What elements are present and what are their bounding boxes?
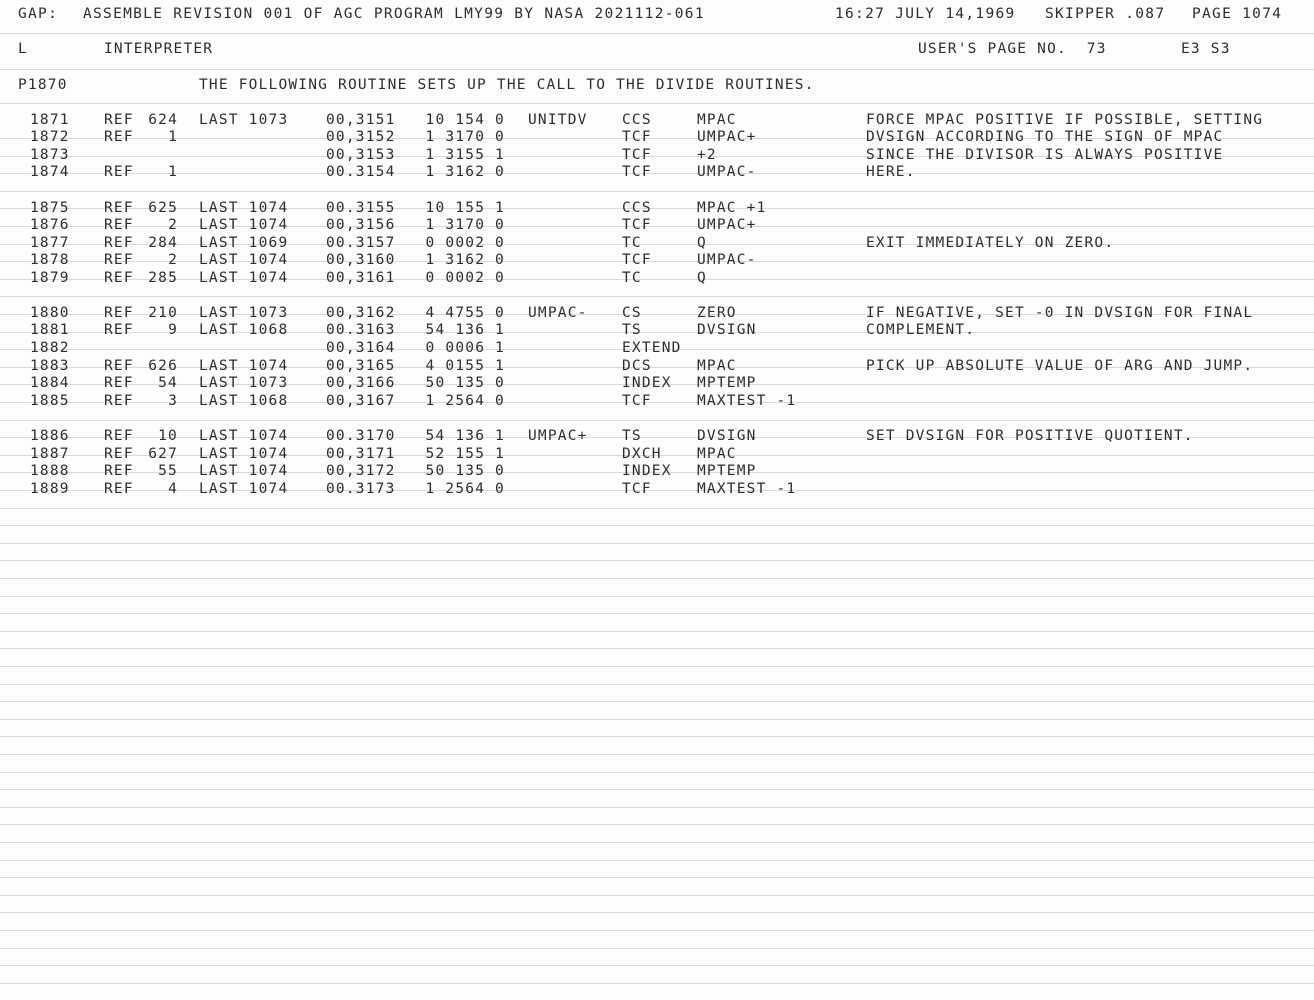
ref-number: 9 xyxy=(168,322,178,338)
line-number: 1878 xyxy=(30,252,70,268)
paper-rule xyxy=(0,666,1314,667)
octal-code: 54 136 1 xyxy=(425,322,505,338)
address: 00,3164 xyxy=(326,340,396,356)
address: 00,3165 xyxy=(326,358,396,374)
last-page: LAST 1074 xyxy=(199,358,289,374)
comment: HERE. xyxy=(866,164,916,180)
opcode: EXTEND xyxy=(622,340,682,356)
octal-code: 52 155 1 xyxy=(425,446,505,462)
paper-rule xyxy=(0,244,1314,245)
operand: UMPAC+ xyxy=(697,217,757,233)
comment: DVSIGN ACCORDING TO THE SIGN OF MPAC xyxy=(866,129,1224,145)
ref-label: REF xyxy=(104,112,134,128)
symbol-label: UNITDV xyxy=(528,112,588,128)
intro-comment: THE FOLLOWING ROUTINE SETS UP THE CALL TO THE DIVIDE ROUTINES. xyxy=(199,77,815,93)
address: 00,3161 xyxy=(326,270,396,286)
ref-number: 3 xyxy=(168,393,178,409)
ref-number: 2 xyxy=(168,252,178,268)
last-page: LAST 1074 xyxy=(199,463,289,479)
octal-code: 0 0006 1 xyxy=(425,340,505,356)
gap-label: GAP: xyxy=(18,6,59,22)
header-page-number: PAGE 1074 xyxy=(1192,6,1283,22)
assemble-title: ASSEMBLE REVISION 001 OF AGC PROGRAM LMY99 BY NASA 2021112-061 xyxy=(83,6,705,22)
paper-rule xyxy=(0,772,1314,773)
comment: EXIT IMMEDIATELY ON ZERO. xyxy=(866,235,1115,251)
line-number: 1888 xyxy=(30,463,70,479)
paper-rule xyxy=(0,754,1314,755)
opcode: TCF xyxy=(622,252,652,268)
ref-number: 1 xyxy=(168,129,178,145)
ref-label: REF xyxy=(104,164,134,180)
ref-label: REF xyxy=(104,446,134,462)
ref-number: 1 xyxy=(168,164,178,180)
operand: MAXTEST -1 xyxy=(697,481,797,497)
paper-rule xyxy=(0,332,1314,333)
paper-rule xyxy=(0,912,1314,913)
header-datetime: 16:27 JULY 14,1969 xyxy=(835,6,1016,22)
ref-number: 2 xyxy=(168,217,178,233)
paper-rule xyxy=(0,103,1314,104)
paper-rule xyxy=(0,578,1314,579)
paper-rule xyxy=(0,208,1314,209)
paper-rule xyxy=(0,296,1314,297)
line-number: 1877 xyxy=(30,235,70,251)
opcode: TCF xyxy=(622,164,652,180)
ref-label: REF xyxy=(104,375,134,391)
ref-number: 210 xyxy=(148,305,178,321)
opcode: TCF xyxy=(622,393,652,409)
last-page: LAST 1068 xyxy=(199,322,289,338)
address: 00.3157 xyxy=(326,235,396,251)
address: 00.3173 xyxy=(326,481,396,497)
octal-code: 4 0155 1 xyxy=(425,358,505,374)
address: 00.3170 xyxy=(326,428,396,444)
last-page: LAST 1068 xyxy=(199,393,289,409)
ref-number: 625 xyxy=(148,200,178,216)
ref-number: 10 xyxy=(158,428,178,444)
paper-rule xyxy=(0,402,1314,403)
paper-rule xyxy=(0,930,1314,931)
paper-rule xyxy=(0,807,1314,808)
octal-code: 50 135 0 xyxy=(425,463,505,479)
paper-rule xyxy=(0,965,1314,966)
octal-code: 1 3170 0 xyxy=(425,129,505,145)
comment: SET DVSIGN FOR POSITIVE QUOTIENT. xyxy=(866,428,1194,444)
ref-label: REF xyxy=(104,217,134,233)
comment: SINCE THE DIVISOR IS ALWAYS POSITIVE xyxy=(866,147,1224,163)
paper-rule xyxy=(0,824,1314,825)
paper-rule xyxy=(0,33,1314,34)
octal-code: 0 0002 0 xyxy=(425,235,505,251)
opcode: INDEX xyxy=(622,375,672,391)
octal-code: 10 155 1 xyxy=(425,200,505,216)
last-page: LAST 1074 xyxy=(199,428,289,444)
line-number: 1880 xyxy=(30,305,70,321)
paper-rule xyxy=(0,684,1314,685)
address: 00.3154 xyxy=(326,164,396,180)
header-skipper: SKIPPER .087 xyxy=(1045,6,1166,22)
last-page: LAST 1074 xyxy=(199,446,289,462)
ref-number: 627 xyxy=(148,446,178,462)
ref-label: REF xyxy=(104,270,134,286)
ref-number: 285 xyxy=(148,270,178,286)
paper-rule xyxy=(0,948,1314,949)
paper-rule xyxy=(0,226,1314,227)
operand: UMPAC- xyxy=(697,164,757,180)
address: 00,3151 xyxy=(326,112,396,128)
ref-number: 54 xyxy=(158,375,178,391)
paper-rule xyxy=(0,631,1314,632)
address: 00,3153 xyxy=(326,147,396,163)
address: 00.3155 xyxy=(326,200,396,216)
last-page: LAST 1074 xyxy=(199,200,289,216)
paper-rule xyxy=(0,560,1314,561)
last-page: LAST 1074 xyxy=(199,252,289,268)
paper-rule xyxy=(0,420,1314,421)
paper-rule xyxy=(0,525,1314,526)
paper-rule xyxy=(0,648,1314,649)
last-page: LAST 1074 xyxy=(199,270,289,286)
line-number: 1882 xyxy=(30,340,70,356)
opcode: CCS xyxy=(622,112,652,128)
ref-label: REF xyxy=(104,200,134,216)
ref-label: REF xyxy=(104,393,134,409)
opcode: TCF xyxy=(622,481,652,497)
last-page: LAST 1073 xyxy=(199,112,289,128)
operand: MPAC xyxy=(697,446,737,462)
ref-number: 284 xyxy=(148,235,178,251)
symbol-label: UMPAC+ xyxy=(528,428,588,444)
subheader-code: E3 S3 xyxy=(1181,41,1231,57)
opcode: INDEX xyxy=(622,463,672,479)
last-page: LAST 1073 xyxy=(199,305,289,321)
ref-label: REF xyxy=(104,428,134,444)
paper-rule xyxy=(0,719,1314,720)
paper-rule xyxy=(0,701,1314,702)
ref-number: 624 xyxy=(148,112,178,128)
paper-rule xyxy=(0,860,1314,861)
operand: MPTEMP xyxy=(697,375,757,391)
paper-rule xyxy=(0,613,1314,614)
address: 00,3162 xyxy=(326,305,396,321)
ref-number: 4 xyxy=(168,481,178,497)
paper-rule xyxy=(0,173,1314,174)
paper-rule xyxy=(0,789,1314,790)
ref-label: REF xyxy=(104,252,134,268)
paper-rule xyxy=(0,69,1314,70)
operand: ZERO xyxy=(697,305,737,321)
octal-code: 4 4755 0 xyxy=(425,305,505,321)
address: 00,3167 xyxy=(326,393,396,409)
octal-code: 54 136 1 xyxy=(425,428,505,444)
opcode: TCF xyxy=(622,217,652,233)
paper-rule xyxy=(0,983,1314,984)
opcode: CS xyxy=(622,305,642,321)
octal-code: 1 3162 0 xyxy=(425,252,505,268)
paper-rule xyxy=(0,261,1314,262)
section-title: INTERPRETER xyxy=(104,41,214,57)
address: 00,3172 xyxy=(326,463,396,479)
opcode: TCF xyxy=(622,147,652,163)
operand: MAXTEST -1 xyxy=(697,393,797,409)
operand: MPTEMP xyxy=(697,463,757,479)
paper-rule xyxy=(0,877,1314,878)
paper-rule xyxy=(0,543,1314,544)
octal-code: 1 3155 1 xyxy=(425,147,505,163)
comment: COMPLEMENT. xyxy=(866,322,976,338)
opcode: TC xyxy=(622,270,642,286)
line-number: 1889 xyxy=(30,481,70,497)
last-page: LAST 1069 xyxy=(199,235,289,251)
symbol-label: UMPAC- xyxy=(528,305,588,321)
address: 00,3166 xyxy=(326,375,396,391)
address: 00.3163 xyxy=(326,322,396,338)
line-number: 1886 xyxy=(30,428,70,444)
operand: MPAC +1 xyxy=(697,200,767,216)
operand: UMPAC- xyxy=(697,252,757,268)
comment: FORCE MPAC POSITIVE IF POSSIBLE, SETTING xyxy=(866,112,1264,128)
opcode: TS xyxy=(622,322,642,338)
paper-rule xyxy=(0,895,1314,896)
ref-label: REF xyxy=(104,129,134,145)
opcode: TCF xyxy=(622,129,652,145)
opcode: DCS xyxy=(622,358,652,374)
operand: +2 xyxy=(697,147,717,163)
operand: MPAC xyxy=(697,112,737,128)
paper-rule xyxy=(0,490,1314,491)
paper-rule xyxy=(0,596,1314,597)
last-page: LAST 1074 xyxy=(199,481,289,497)
octal-code: 1 3162 0 xyxy=(425,164,505,180)
address: 00,3171 xyxy=(326,446,396,462)
operand: DVSIGN xyxy=(697,428,757,444)
line-number: 1872 xyxy=(30,129,70,145)
users-page-number: USER'S PAGE NO. 73 xyxy=(918,41,1107,57)
ref-number: 626 xyxy=(148,358,178,374)
ref-label: REF xyxy=(104,322,134,338)
ref-label: REF xyxy=(104,463,134,479)
line-number: 1875 xyxy=(30,200,70,216)
operand: MPAC xyxy=(697,358,737,374)
line-number: 1885 xyxy=(30,393,70,409)
operand: Q xyxy=(697,235,707,251)
ref-label: REF xyxy=(104,305,134,321)
octal-code: 10 154 0 xyxy=(425,112,505,128)
paper-rule xyxy=(0,736,1314,737)
opcode: TS xyxy=(622,428,642,444)
address: 00,3160 xyxy=(326,252,396,268)
intro-line-id: P1870 xyxy=(18,77,68,93)
ref-number: 55 xyxy=(158,463,178,479)
octal-code: 1 3170 0 xyxy=(425,217,505,233)
line-number: 1873 xyxy=(30,147,70,163)
paper-rule xyxy=(0,279,1314,280)
line-number: 1881 xyxy=(30,322,70,338)
line-number: 1887 xyxy=(30,446,70,462)
address: 00,3156 xyxy=(326,217,396,233)
comment: IF NEGATIVE, SET -0 IN DVSIGN FOR FINAL xyxy=(866,305,1254,321)
line-number: 1879 xyxy=(30,270,70,286)
line-number: 1884 xyxy=(30,375,70,391)
paper-rule xyxy=(0,191,1314,192)
octal-code: 0 0002 0 xyxy=(425,270,505,286)
operand: UMPAC+ xyxy=(697,129,757,145)
line-number: 1876 xyxy=(30,217,70,233)
last-page: LAST 1074 xyxy=(199,217,289,233)
opcode: TC xyxy=(622,235,642,251)
octal-code: 1 2564 0 xyxy=(425,393,505,409)
line-number: 1871 xyxy=(30,112,70,128)
line-number: 1874 xyxy=(30,164,70,180)
ref-label: REF xyxy=(104,235,134,251)
paper-rule xyxy=(0,508,1314,509)
paper-rule xyxy=(0,842,1314,843)
opcode: CCS xyxy=(622,200,652,216)
ref-label: REF xyxy=(104,358,134,374)
line-number: 1883 xyxy=(30,358,70,374)
operand: Q xyxy=(697,270,707,286)
octal-code: 50 135 0 xyxy=(425,375,505,391)
comment: PICK UP ABSOLUTE VALUE OF ARG AND JUMP. xyxy=(866,358,1254,374)
ref-label: REF xyxy=(104,481,134,497)
subheader-l: L xyxy=(18,41,28,57)
address: 00,3152 xyxy=(326,129,396,145)
last-page: LAST 1073 xyxy=(199,375,289,391)
operand: DVSIGN xyxy=(697,322,757,338)
octal-code: 1 2564 0 xyxy=(425,481,505,497)
opcode: DXCH xyxy=(622,446,662,462)
